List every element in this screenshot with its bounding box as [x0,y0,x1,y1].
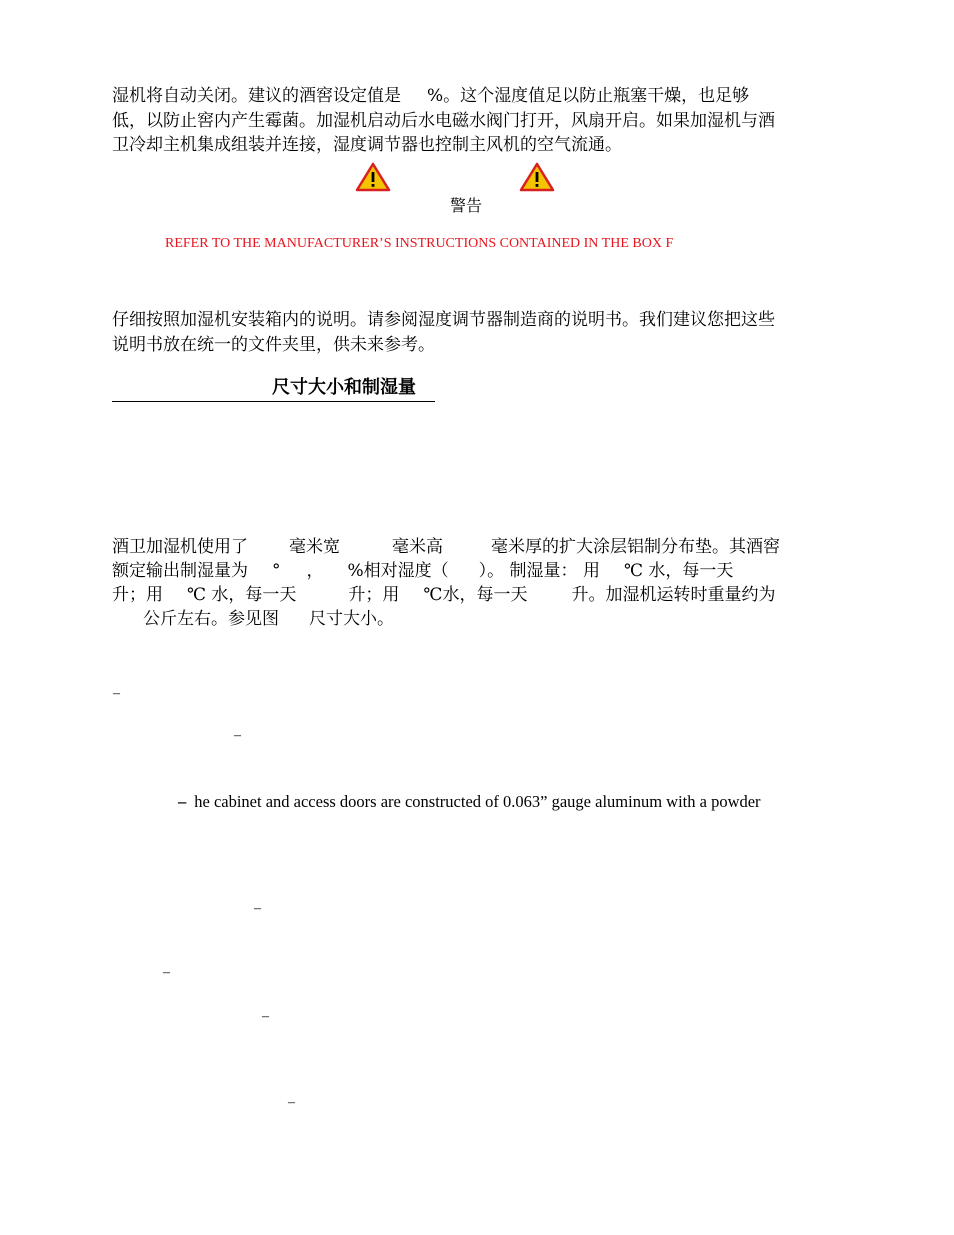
instructions-line-2: 说明书放在统一的文件夹里，供未来参考。 [112,335,435,355]
list-dash: – [288,1095,295,1110]
intro-text: %。这个湿度值足以防止瓶塞干燥，也足够 [427,86,750,106]
specs-text: ° [272,561,281,581]
specs-text: ℃水，每一天 [423,585,528,605]
specs-text: ）。 制湿量： 用 [478,561,600,581]
list-dash: – [254,901,261,916]
specs-line-2 [112,559,733,583]
list-dash: – [163,965,170,980]
specs-text: %相对湿度（ [347,561,449,581]
specs-text: 尺寸大小。 [309,609,394,629]
section-heading [112,375,435,402]
list-dash: – [113,686,120,701]
specs-text: 公斤左右。参见图 [143,609,279,629]
specs-text: 额定输出制湿量为 [112,561,248,581]
list-dash: – [178,792,187,811]
specs-text: 升；用 [348,585,400,605]
list-dash: – [234,728,241,743]
specs-text: ℃ 水，每一天 [623,561,734,581]
specs-text: 毫米厚的扩大涂层铝制分布垫。其酒窖 [491,537,780,557]
specs-text: ℃ 水，每一天 [187,585,297,605]
specs-text: ， [306,561,324,581]
intro-line-1 [112,84,749,108]
specs-text: 酒卫加湿机使用了 [112,537,248,557]
cabinet-text: he cabinet and access doors are constructed of 0.063” gauge aluminum with a powder [194,792,761,811]
specs-text: 毫米高 [392,537,443,557]
warning-triangle-icon [519,162,555,192]
specs-line-4 [112,607,394,631]
intro-text: 湿机将自动关闭。建议的酒窖设定值是 [112,86,401,106]
intro-line-2: 低，以防止窖内产生霉菌。加湿机启动后水电磁水阀门打开，风扇开启。如果加湿机与酒 [112,111,775,131]
specs-line-1 [112,535,780,559]
warning-note: REFER TO THE MANUFACTURER’S INSTRUCTIONS CONTAINED IN THE BOX F [165,236,674,251]
warning-triangle-icon [355,162,391,192]
section-heading-text: 尺寸大小和制湿量 [272,377,416,398]
intro-line-3: 卫冷却主机集成组装并连接，湿度调节器也控制主风机的空气流通。 [112,135,622,155]
specs-text: 升；用 [112,585,163,605]
list-dash: – [262,1009,269,1024]
instructions-line-1: 仔细按照加湿机安装箱内的说明。请参阅湿度调节器制造商的说明书。我们建议您把这些 [112,310,775,330]
specs-line-3 [112,583,775,607]
specs-text: 毫米宽 [289,537,340,557]
cabinet-line [178,791,761,813]
specs-text: 升。加湿机运转时重量约为 [571,585,776,605]
warning-title: 警告 [450,196,483,215]
